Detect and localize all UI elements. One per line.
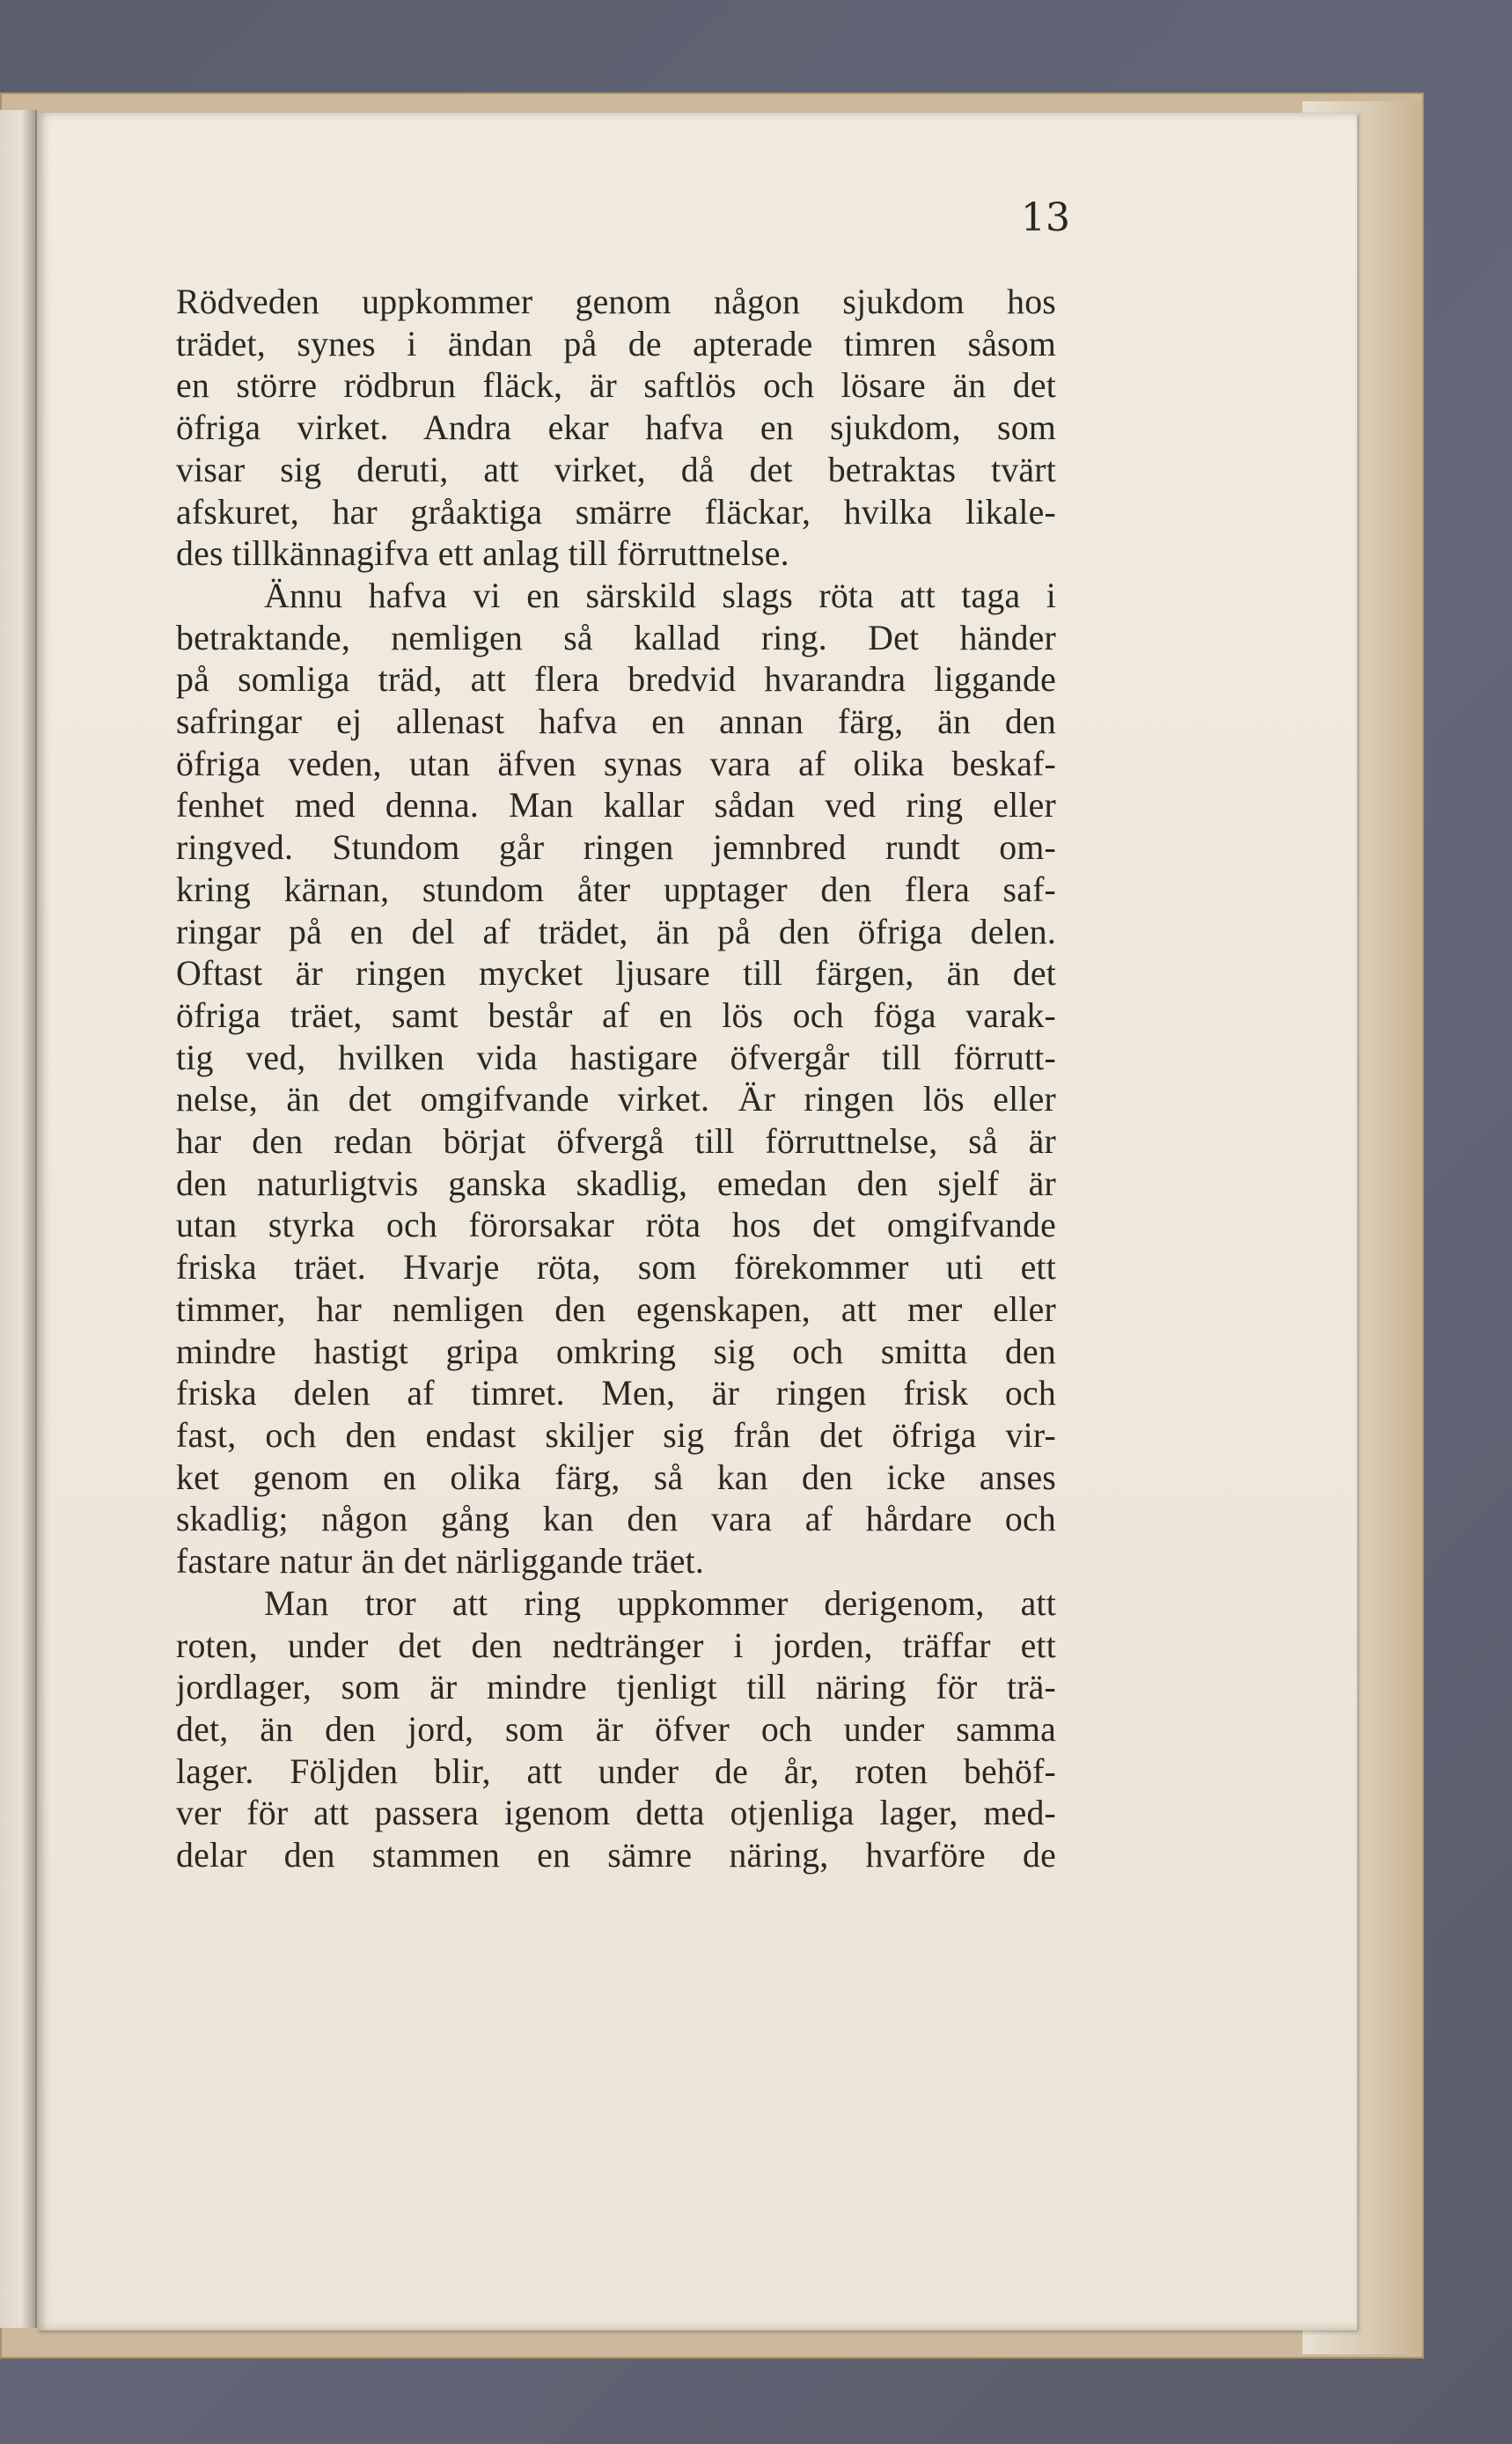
text-line: afskuret, har gråaktiga smärre fläckar, hvilka likale- — [176, 492, 1056, 532]
text-line: lager. Följden blir, att under de år, roten behöf- — [176, 1751, 1056, 1791]
text-line: utan styrka och förorsakar röta hos det omgifvande — [176, 1206, 1056, 1245]
text-line: timmer, har nemligen den egenskapen, att mer eller — [176, 1289, 1056, 1329]
text-line: den naturligtvis ganska skadlig, emedan den sjelf är — [176, 1163, 1056, 1203]
text-line: betraktande, nemligen så kallad ring. Det händer — [176, 618, 1056, 657]
text-line: trädet, synes i ändan på de apterade timren såsom — [176, 324, 1056, 363]
text-line: nelse, än det omgifvande virket. Är ringen lös eller — [176, 1080, 1056, 1119]
page-body-text — [176, 282, 1056, 1877]
text-line: ver för att passera igenom detta otjenliga lager, med- — [176, 1794, 1056, 1833]
text-line: visar sig deruti, att virket, då det betraktas tvärt — [176, 450, 1056, 489]
text-line: mindre hastigt gripa omkring sig och smitta den — [176, 1332, 1056, 1371]
text-line: fastare natur än det närliggande träet. — [176, 1542, 705, 1582]
text-line: det, än den jord, som är öfver och under samma — [176, 1709, 1056, 1749]
text-line: på somliga träd, att flera bredvid hvarandra liggande — [176, 660, 1056, 700]
text-line: skadlig; någon gång kan den vara af hårdare och — [176, 1500, 1056, 1539]
text-line: tig ved, hvilken vida hastigare öfvergår till förrutt- — [176, 1038, 1056, 1077]
text-line: ket genom en olika färg, så kan den icke anses — [176, 1457, 1056, 1497]
page-number: 13 — [1021, 195, 1070, 240]
text-line: Oftast är ringen mycket ljusare till färgen, än det — [176, 954, 1056, 994]
text-line: fast, och den endast skiljer sig från det öfriga vir- — [176, 1415, 1056, 1455]
text-line: Rödveden uppkommer genom någon sjukdom hos — [176, 283, 1056, 321]
text-line: öfriga veden, utan äfven synas vara af olika beskaf- — [176, 744, 1056, 783]
text-line: jordlager, som är mindre tjenligt till näring för trä- — [176, 1668, 1056, 1707]
text-line: ringved. Stundom går ringen jemnbred rundt om- — [176, 828, 1056, 868]
text-line: ringar på en del af trädet, än på den öfriga delen. — [176, 912, 1056, 951]
left-page-edge — [0, 110, 37, 2328]
text-line: safringar ej allenast hafva en annan färg, än den — [176, 702, 1056, 742]
text-line: kring kärnan, stundom åter upptager den flera saf- — [176, 870, 1056, 909]
text-line: en större rödbrun fläck, är saftlös och lösare än det — [176, 366, 1056, 406]
text-line: friska träet. Hvarje röta, som förekommer uti ett — [176, 1248, 1056, 1288]
text-line: roten, under det den nedtränger i jorden, träffar ett — [176, 1626, 1056, 1665]
text-line: friska delen af timret. Men, är ringen frisk och — [176, 1374, 1056, 1413]
text-line: Man tror att ring uppkommer derigenom, att — [264, 1583, 1056, 1623]
text-line: des tillkännagifva ett anlag till förruttnelse. — [176, 534, 789, 574]
text-line: öfriga träet, samt består af en lös och föga varak- — [176, 995, 1056, 1035]
text-line: Ännu hafva vi en särskild slags röta att taga i — [264, 576, 1056, 615]
text-line: delar den stammen en sämre näring, hvarföre de — [176, 1836, 1056, 1875]
text-line: har den redan börjat öfvergå till förruttnelse, så är — [176, 1122, 1056, 1162]
text-line: öfriga virket. Andra ekar hafva en sjukdom, som — [176, 408, 1056, 448]
text-line: fenhet med denna. Man kallar sådan ved ring eller — [176, 786, 1056, 826]
